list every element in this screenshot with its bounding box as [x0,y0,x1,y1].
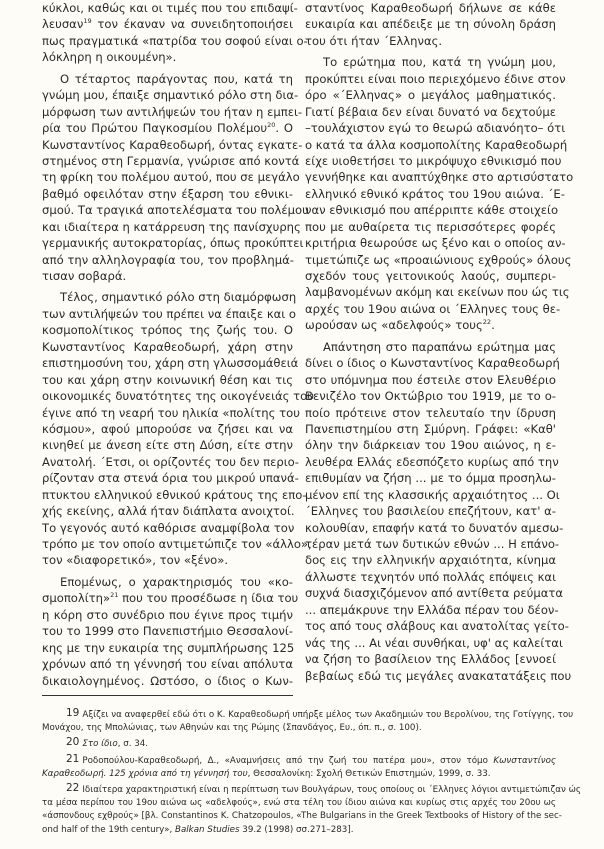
footnote-20 [42,736,556,751]
footnote-number: 22 [66,782,80,795]
text-line: γνώμη μου, έπαιξε σημαντικό ρόλο στη δια- [42,88,299,103]
text-line: οικονομικές δυνατότητες της οικογένειάς του [42,389,314,404]
footnote-ref[interactable]: 19 [83,17,92,26]
text-line: δος εις την ελληνικήν αρχαιότητα, κίνημα [305,553,556,568]
text-line: Το ερώτημα που, κατά τη γνώμη μου, [323,55,556,70]
text-line: Ο τέταρτος παράγοντας που, κατά τη [60,71,293,86]
text-line: τη φρίκη του πολέμου αυτού, που σε μεγάλο [42,170,300,185]
text-line: Κωνσταντίνος Καραθεοδωρή, όντας εγκατε- [42,137,303,152]
paragraph [42,71,309,285]
text-line: μένον επί της κλασσικής αρχαιότητος ... Οι [305,487,560,502]
text-line: Το γεγονός αυτό καθόρισε αναμφίβολα τον [42,520,295,535]
footnote-number: 20 [66,736,80,749]
text-line: κινηθεί με άνεση είτε στη Δύση, είτε στην [42,438,293,453]
paragraph [42,289,314,568]
paragraph [305,0,556,49]
text-line: Επομένως, ο χαρακτηρισμός του «κο- [60,574,293,589]
footnote-line: 22 Ιδιαίτερα χαρακτηριστική είναι η περίπτωση των Βουλγάρων, τους οποίους οι ΄Ελληνες λόγιοι αντιμετώπιζαν ώς [66,782,581,796]
text-line: προκύπτει είναι ποιο περιεχόμενο έδινε στον [305,71,566,86]
text-line: λευθέρα Ελλάς εδεσπόζετο κυρίως από την [305,454,559,469]
text-line: αρχές του 19ου αιώνα οι ΄Ελληνες τους θε- [305,301,561,316]
text-line: κης με την ευκαιρία της συμπλήρωσης 125 [42,640,295,655]
text-line: Γιατί βέβαια δεν είναι δυνατό να δεχτούμε [305,104,556,119]
paragraph [305,54,574,333]
text-line: τιμετώπιζε ως «προαιώνιους εχθρούς» όλους [305,252,572,267]
text-line: κόσμου», αφού μπορούσε να ζήσει και να [42,421,293,436]
text-line: τον «διαφορετικό», τον «ξένο». [42,553,229,568]
text-line: χρόνων από τη γέννησή του είναι απόλυτα [42,657,293,672]
footnote-number: 21 [66,752,80,765]
text-line: Βενιζέλο τον Οκτώβριο του 1919, με το ο- [305,389,556,404]
text-line: χής εκείνης, αλλά ήταν διάπλατα ανοιχτοί. [42,504,295,519]
text-line: κριτήρια θεωρούσε ως ξένο και ο οποίος αν- [305,236,566,251]
text-line: και ιδιαίτερα η κατάρρευση της πανίσχυρης [42,219,301,234]
text-line: ποίο πρότεινε στον τελευταίο την ίδρυση [305,405,556,420]
text-line: να ζήση το βασίλειον της Ελλάδος [εννοεί [305,652,556,667]
text-line: στο υπόμνημα που έστειλε στον Ελευθέριο [305,372,556,387]
text-line: ... απεμάκρυνε την Ελλάδα πέραν του δέον- [305,602,559,617]
footnote-line: τα μέσα περίπου του 19ου αιώνα ως «αδελφούς», ενώ στα τέλη του ίδιου αιώνα και κυρίως στις αρχές του 20ου ως [42,798,556,809]
text-line: δίνει ο ίδιος ο Κωνσταντίνος Καραθεοδωρή [305,356,560,371]
text-line: έγινε από τη νεαρή του ηλικία «πολίτης του [42,405,300,420]
text-line: που με αυθαίρετα τις περισσότερες φορές [305,219,556,234]
text-line: ρίζονταν στα στενά όρια του μικρού υπανά- [42,471,299,486]
footnote-19 [42,707,574,735]
text-line: συχνά διασχιζόμενον από αντίθετα ρεύματα [305,586,564,601]
footnote-ref[interactable]: 22 [482,318,492,327]
text-line: –τουλάχιστον εγώ το θεωρώ αδιανόητο– ότι [305,121,566,136]
text-line: τισαν σοβαρά. [42,269,127,283]
text-line: Κωνσταντίνος Καραθεοδωρή, χάρη στην [42,339,293,354]
text-line: δικαιολογημένος. Ωστόσο, ο ίδιος ο Κων- [42,673,293,688]
text-line: λαμβανομένων ακόμη και εκείνων που ώς τις [305,285,570,300]
text-line: βεβαίως εδώ τις μεγάλες ανακατατάξεις που [305,668,572,683]
footnote-line: Μονάχου, της Μπολώνιας, των Αθηνών και της Ρώμης (Σπανδάγος, Ευ., όπ. π., σ. 100). [42,723,422,734]
footnotes [42,707,581,837]
text-line: η κόρη στο συνέδριο που έγινε προς τιμήν [42,607,293,622]
footnote-line: Καραθεοδωρή. 125 χρόνια από τη γέννησή του, Θεσσαλονίκη: Σχολή Θετικών Επιστημών, 1999, σ. 33. [42,768,491,779]
text-line: όλην την διάρκειαν του 19ου αιώνος, η ε- [305,438,556,453]
footnote-line: «άσπονδους εχθρούς» [βλ. Constantinos K. Chatzopoulos, «The Bulgarians in the Greek Textbooks of History of the sec- [42,811,562,822]
text-line: ελληνικό εθνικό κράτος του 19ου αιώνα. ΄Ε- [305,186,565,201]
text-line: Τέλος, σημαντικό ρόλο στη διαμόρφωση [60,290,297,305]
text-line: λευσαν$^{19}$ τον έκαναν να συνειδητοποιήσει [42,17,293,32]
text-line: ο κατά τα άλλα κοσμοπολίτης Καραθεοδωρή [305,137,568,152]
text-line: λόκληρη η οικουμένη». [42,50,177,65]
text-line: άλλωστε τεχνητόν υπό πολλάς επόψεις και [305,569,556,584]
text-line: όρο «΄Ελληνας» ο μεγάλος μαθηματικός. [305,88,556,103]
text-line: είχε υιοθετήσει το μικρόψυχο εθνικισμό που [305,153,562,168]
text-line: πτυκτου ελληνικού εθνικού κράτους της επο- [42,487,307,502]
footnote-separator [42,695,293,696]
footnote-line: 21 Ροδοπούλου-Καραθεοδωρή, Δ., «Αναμνήσεις από την ζωή του πατέρα μου», στον τόμο Κωνσταντίνος [66,752,556,766]
paragraph [305,339,572,684]
text-line: ναν εθνικισμό που απέρριπτε κάθε στοιχείο [305,203,559,218]
text-line: επιστημοσύνη του, χάρη στη γλωσσομάθειά [42,356,299,371]
paragraph [42,574,299,689]
footnote-22 [42,782,581,837]
text-line: βαθμό οφειλόταν στην έξαρση του εθνικι- [42,186,293,201]
footnote-ref[interactable]: 21 [110,591,119,600]
text-line: γεννήθηκε και αναπτύχθηκε στο αρτισύστατο [305,170,574,185]
text-line: σταντίνος Καραθεοδωρή δήλωνε σε κάθε [305,1,556,15]
text-line: του ότι ήταν ΄Ελληνας. [305,33,443,48]
text-line: του και χάρη στην κοινωνική θέση και τις [42,372,293,387]
text-line: ωρούσαν ως «αδελφούς» τους$^{22}$. [305,318,495,333]
left-column [42,0,314,689]
text-line: Πανεπιστημίου στη Σμύρνη. Γράφει: «Καθ' [305,421,556,436]
text-line: τος από τους σλάβους και ανατολίτας γείτο- [305,619,569,634]
text-line: νάς της ... Αι νέαι συνθήκαι, υφ' ας καλείται [305,635,563,650]
text-line: μόρφωση των αντιλήψεών του ήταν η εμπει- [42,104,303,119]
text-line: κοσμοπολίτικος τρόπος της ζωής του. Ο [42,323,293,338]
text-line: ευκαιρία και απέδειξε με τη σύνολη δράση [305,17,556,32]
footnote-line: 20 Στο ίδιο, σ. 34. [66,736,149,750]
text-line: κολουθίαν, επαφήν κατά το δυνατόν αμεσω- [305,520,564,535]
text-line: ΄Ελληνες του βασιλείου επεζήτουν, κατ' α- [305,504,556,519]
text-line: επιθυμίαν να ζήση ... με το όμμα προσηλω- [305,471,556,486]
text-line: Απάντηση στο παραπάνω ερώτημα μας [323,339,556,354]
text-line: τέραν μετά των δυτικών εθνών ... Η επάνο- [305,537,560,551]
footnote-ref[interactable]: 20 [267,121,276,130]
footnote-line: 19 Αξίζει να αναφερθεί εδώ ότι ο Κ. Καραθεοδωρή υπήρξε μέλος των Ακαδημιών του Βερολίνου, της Γοτίγγης, του [66,707,574,720]
text-line: πως πραγματικά «πατρίδα του σοφού είναι ο- [42,33,308,48]
footnote-number: 19 [66,707,80,719]
paragraph [42,0,308,66]
footnote-21 [42,753,556,781]
text-line: Ανατολή. ΄Ετσι, οι ορίζοντές του δεν περιο- [42,454,299,469]
text-line: ρία του Πρώτου Παγκοσμίου Πολέμου$^{20}$. Ο [42,121,293,136]
text-line: του το 1999 στο Πανεπιστήμιο Θεσσαλονί- [42,624,293,639]
text-line: σμοπολίτη»$^{21}$ που του προσέδωσε η ίδια του [42,591,299,606]
right-column [305,0,574,684]
text-line: κύκλοι, καθώς και οι τιμές που του επιδαψί- [42,1,298,15]
text-line: από την αλληλογραφία του, τον προβλημά- [42,252,294,267]
text-line: σμού. Τα τραγικά αποτελέσματα του πολέμου [42,203,309,218]
text-line: σχεδόν τους γειτονικούς λαούς, συμπερι- [305,269,556,283]
text-line: στημένος στη Γερμανία, γνώρισε από κοντά [42,153,300,168]
text-line: γερμανικής αυτοκρατορίας, όπως προκύπτει [42,236,304,251]
text-line: των αντιλήψεών του πρέπει να έπαιξε και ο [42,306,297,321]
footnote-line: ond half of the 19th century», Balkan Studies 39.2 (1998) σσ.271–283]. [42,824,354,835]
text-line: τρόπο με τον οποίο αντιμετώπιζε τον «άλλο», [42,537,312,551]
